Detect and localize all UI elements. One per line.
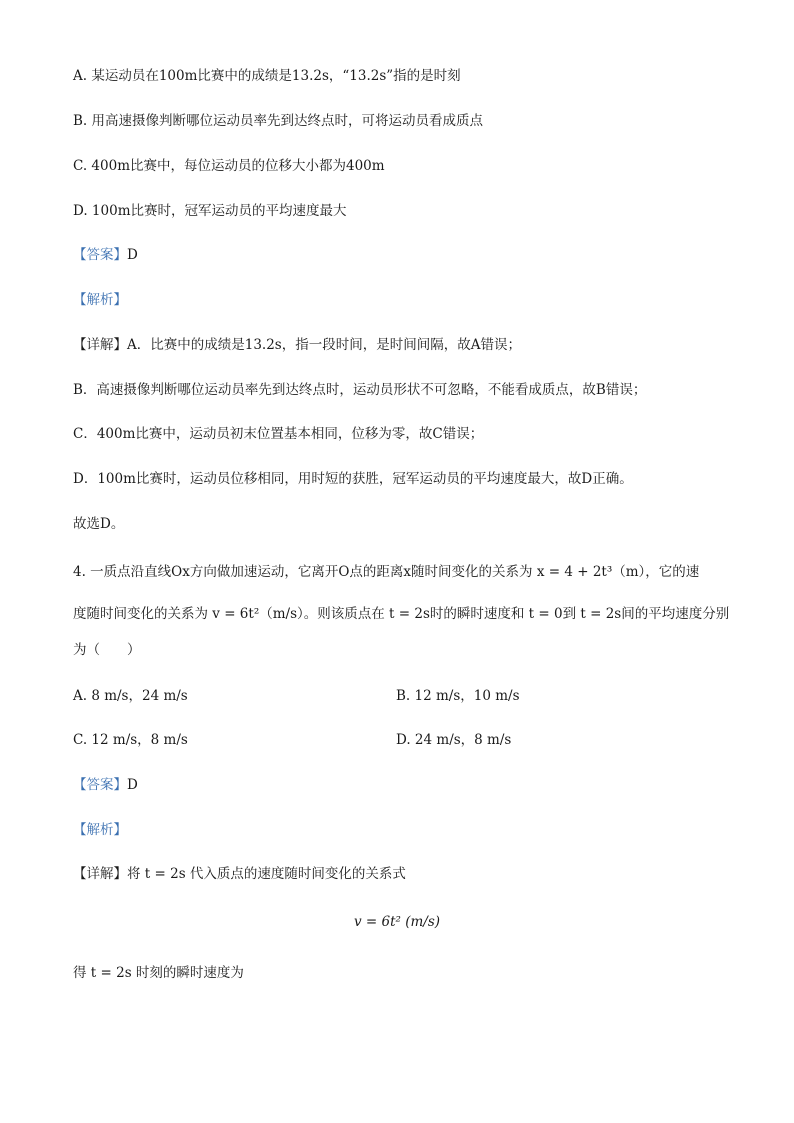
option-b-q3: B. 用高速摄像判断哪位运动员率先到达终点时，可将运动员看成质点 — [73, 113, 484, 129]
analysis-label-q3: 【解析】 — [73, 292, 127, 308]
detail-q3-c: C．400m比赛中，运动员初末位置基本相同，位移为零，故C错误； — [73, 426, 484, 442]
answer-label: 【答案】 — [73, 247, 127, 263]
detail-q3-conclusion: 故选D。 — [73, 516, 125, 532]
detail-q3-a: 【详解】A．比赛中的成绩是13.2s，指一段时间，是时间间隔，故A错误； — [73, 337, 521, 353]
detail-q4-line1: 【详解】将 t = 2s 代入质点的速度随时间变化的关系式 — [73, 866, 406, 882]
velocity-formula: v = 6t² (m/s) — [353, 914, 441, 930]
answer-value: D — [127, 247, 138, 263]
answer-q3 — [73, 245, 138, 265]
answer-value: D — [127, 777, 138, 793]
option-c-q3: C. 400m比赛中，每位运动员的位移大小都为400m — [73, 158, 385, 174]
option-d-q4: D. 24 m/s，8 m/s — [396, 732, 512, 748]
option-a-q4: A. 8 m/s，24 m/s — [73, 688, 188, 704]
detail-q4-line2: 得 t = 2s 时刻的瞬时速度为 — [73, 965, 244, 981]
option-d-q3: D. 100m比赛时，冠军运动员的平均速度最大 — [73, 203, 347, 219]
question-4-stem-line3: 为（ ） — [73, 642, 141, 658]
option-a-q3: A. 某运动员在100m比赛中的成绩是13.2s，“13.2s”指的是时刻 — [73, 68, 461, 84]
detail-q3-d: D．100m比赛时，运动员位移相同，用时短的获胜，冠军运动员的平均速度最大，故D正确。 — [73, 471, 633, 487]
detail-q3-b: B．高速摄像判断哪位运动员率先到达终点时，运动员形状不可忽略，不能看成质点，故B错误； — [73, 382, 647, 398]
option-b-q4: B. 12 m/s，10 m/s — [396, 688, 520, 704]
option-c-q4: C. 12 m/s，8 m/s — [73, 732, 188, 748]
question-4-stem-line2: 度随时间变化的关系为 v = 6t²（m/s）。则该质点在 t = 2s时的瞬时速度和 t = 0到 t = 2s间的平均速度分别 — [73, 606, 730, 622]
answer-q4 — [73, 775, 138, 795]
question-4-stem-line1: 4. 一质点沿直线Ox方向做加速运动，它离开O点的距离x随时间变化的关系为 x = 4 + 2t³（m），它的速 — [73, 564, 700, 580]
answer-label: 【答案】 — [73, 777, 127, 793]
analysis-label-q4: 【解析】 — [73, 822, 127, 838]
